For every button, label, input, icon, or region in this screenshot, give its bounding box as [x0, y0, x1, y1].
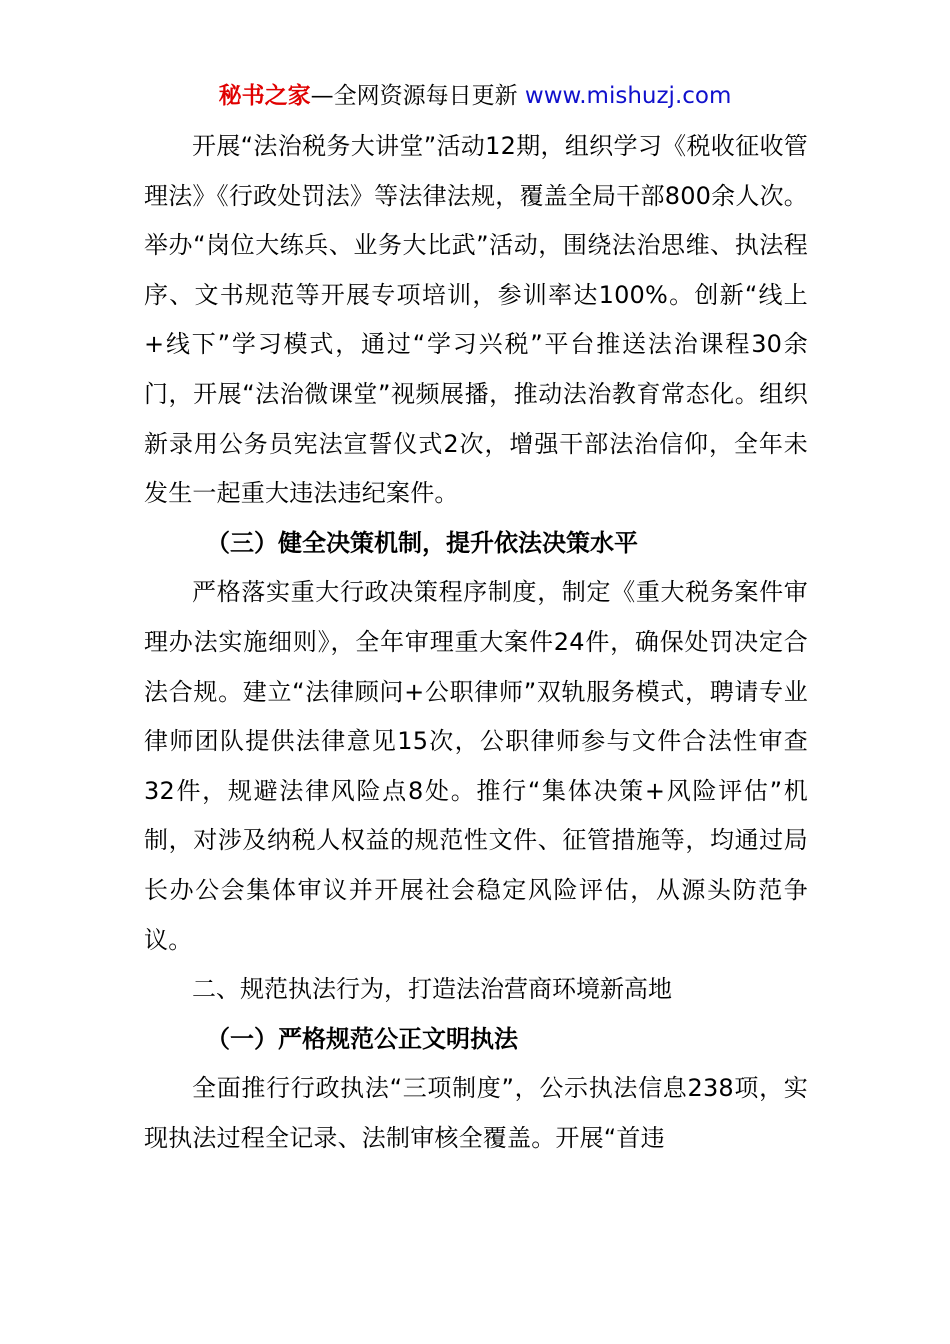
site-tagline: —全网资源每日更新 [310, 83, 518, 109]
paragraph-training: 开展“法治税务大讲堂”活动12期，组织学习《税收征收管理法》《行政处罚法》等法律法规，覆盖全局干部800余人次。举办“岗位大练兵、业务大比武”活动，围绕法治思维、执法程序、文书规范等开展专项培训，参训率达100%。创新“线上+线下”学习模式，通过“学习兴税”平台推送法治课程30余门，开展“法治微课堂”视频展播，推动法治教育常态化。组织新录用公务员宪法宣誓仪式2次，增强干部法治信仰，全年未发生一起重大违法违纪案件。 [144, 132, 808, 508]
site-brand: 秘书之家 [218, 83, 311, 109]
site-url-link[interactable]: www.mishuzj.com [524, 83, 732, 109]
document-body [144, 122, 808, 1163]
section-heading-decision: （三）健全决策机制，提升依法决策水平 [206, 528, 638, 557]
chapter-heading-enforcement: 二、规范执法行为，打造法治营商环境新高地 [192, 975, 672, 1004]
page-header [0, 80, 950, 112]
paragraph-decision: 严格落实重大行政决策程序制度，制定《重大税务案件审理办法实施细则》，全年审理重大案件24件，确保处罚决定合法合规。建立“法律顾问+公职律师”双轨服务模式，聘请专业律师团队提供法律意见15次，公职律师参与文件合法性审查32件，规避法律风险点8处。推行“集体决策+风险评估”机制，对涉及纳税人权益的规范性文件、征管措施等，均通过局长办公会集体审议并开展社会稳定风险评估，从源头防范争议。 [144, 578, 808, 954]
paragraph-enforcement: 全面推行行政执法“三项制度”，公示执法信息238项，实现执法过程全记录、法制审核全覆盖。开展“首违 [144, 1074, 808, 1152]
section-heading-enforcement: （一）严格规范公正文明执法 [206, 1024, 518, 1053]
